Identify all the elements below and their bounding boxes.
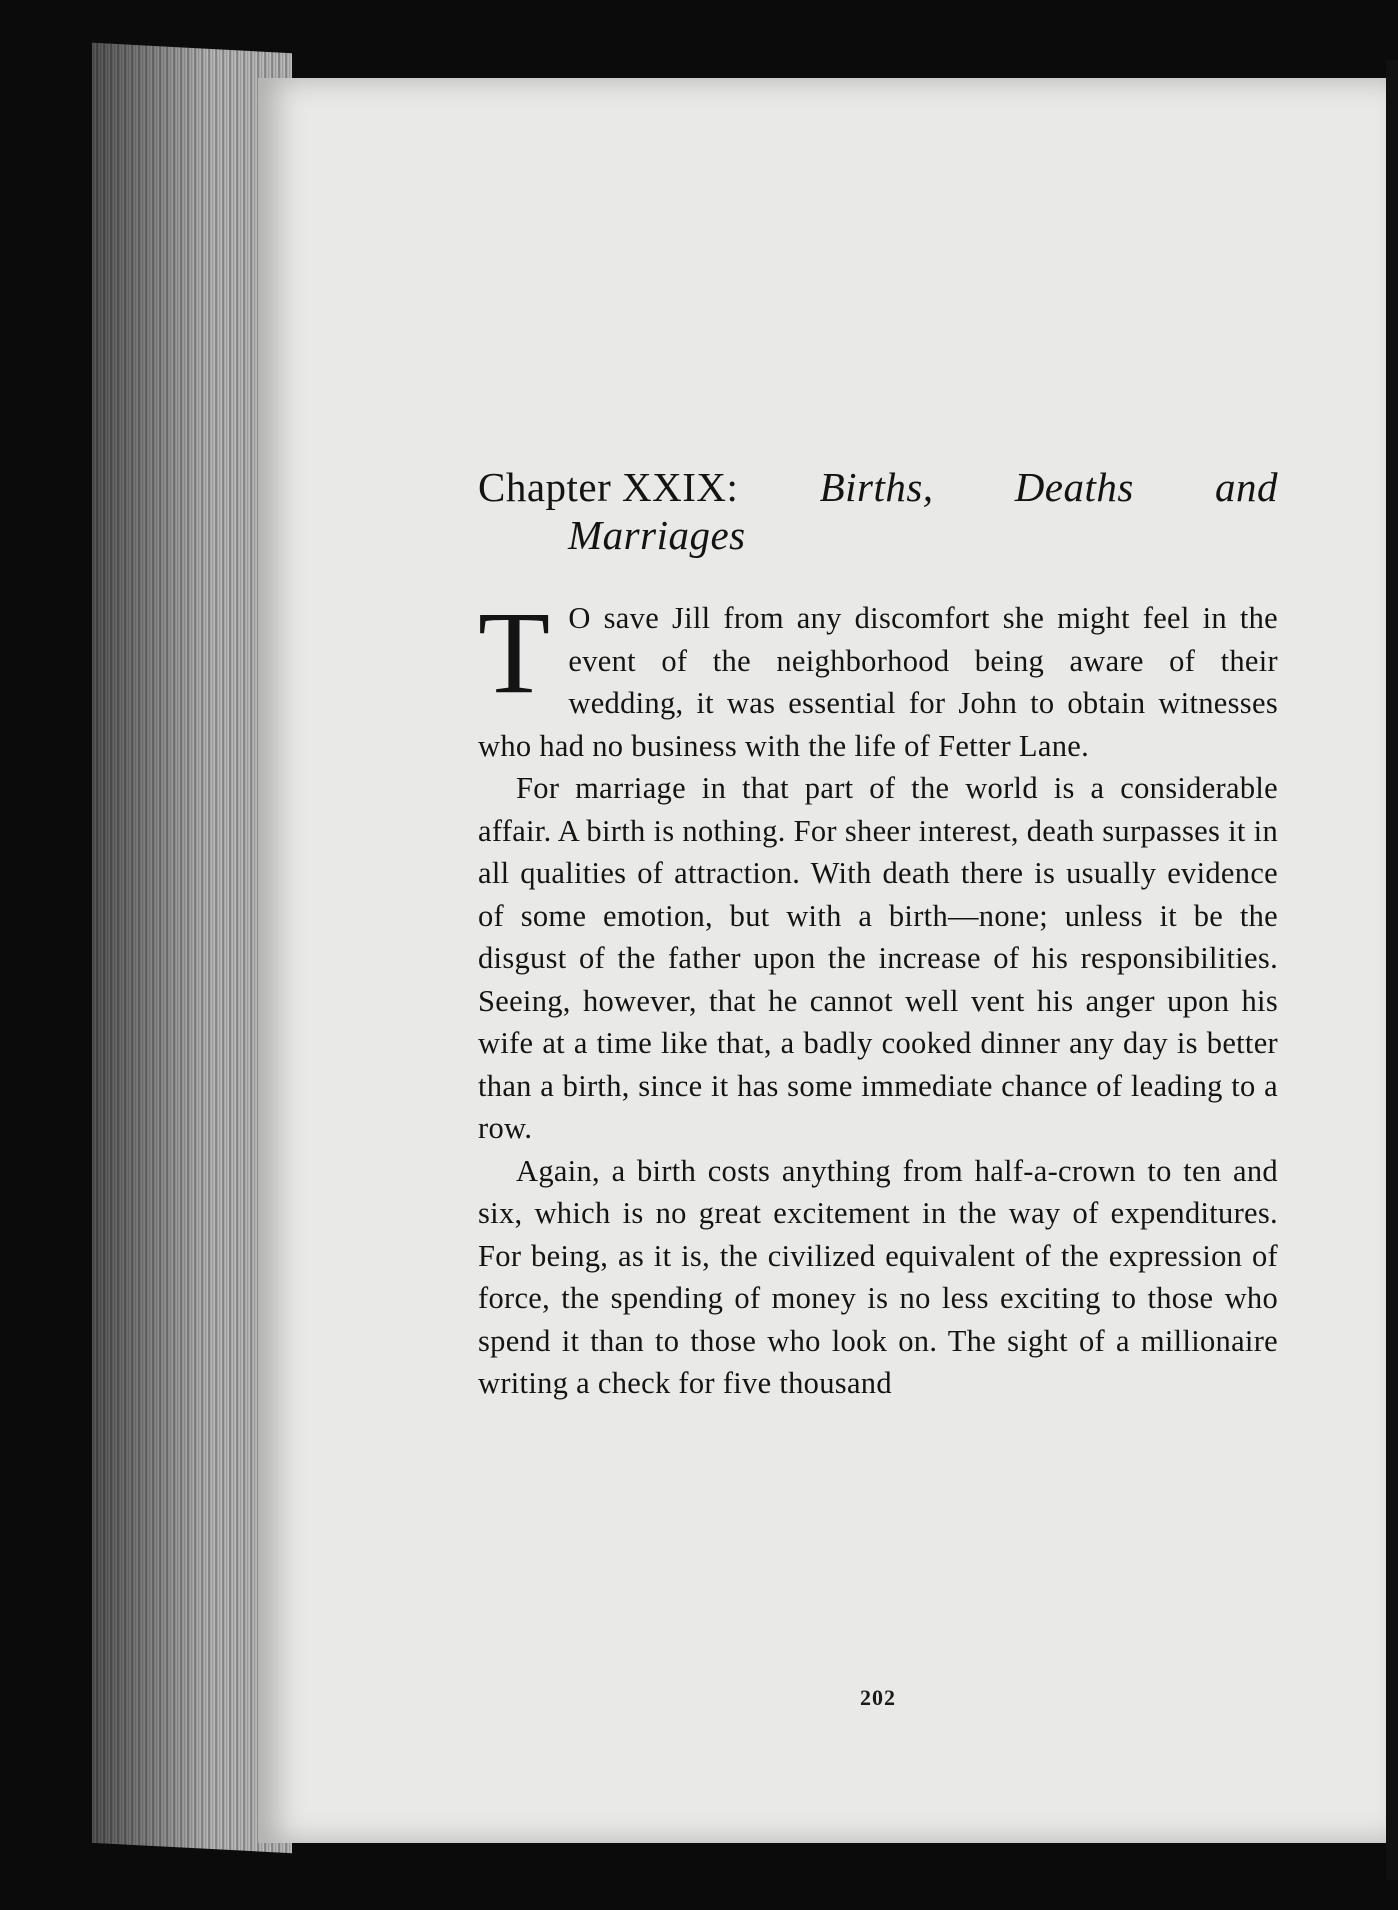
page-text-block <box>478 463 1278 1710</box>
paragraph: For marriage in that part of the world is a considerable affair. A birth is nothing. For sheer interest, death surpasses it in all qualities of attraction. With death there is usually evidence of some emotion, but with a birth—none; unless it be the disgust of the father upon the increase of his responsibilities. Seeing, however, that he cannot well vent his anger upon his wife at a time like that, a badly cooked dinner any day is better than a birth, since it has some immediate chance of leading to a row. <box>478 771 1278 1145</box>
page-number: 202 <box>860 1685 896 1710</box>
chapter-heading <box>478 463 1278 559</box>
scan-border <box>1386 60 1398 1880</box>
chapter-heading-line1 <box>478 463 1278 511</box>
book-page <box>258 78 1388 1843</box>
chapter-title-word: Deaths <box>1014 464 1134 510</box>
paragraph-text: O save Jill from any discomfort she might feel in the event of the neighborhood being aware of their wedding, it was essential for John to obtain witnesses who had no business with the life of Fetter Lane. <box>478 601 1278 763</box>
chapter-title-line2: Marriages <box>568 512 746 558</box>
chapter-title-word: Births, <box>819 464 934 510</box>
chapter-number: Chapter XXIX: <box>478 464 739 510</box>
drop-cap: T <box>478 587 551 718</box>
chapter-title-word: and <box>1215 464 1278 510</box>
paragraph: Again, a birth costs anything from half-a-crown to ten and six, which is no great excitement in the way of expenditures. For being, as it is, the civilized equivalent of the expression of force, the spending of money is no less exciting to those who spend it than to those who look on. The sight of a millionaire writing a check for five thousand <box>478 1153 1278 1400</box>
paragraph <box>478 587 1278 767</box>
